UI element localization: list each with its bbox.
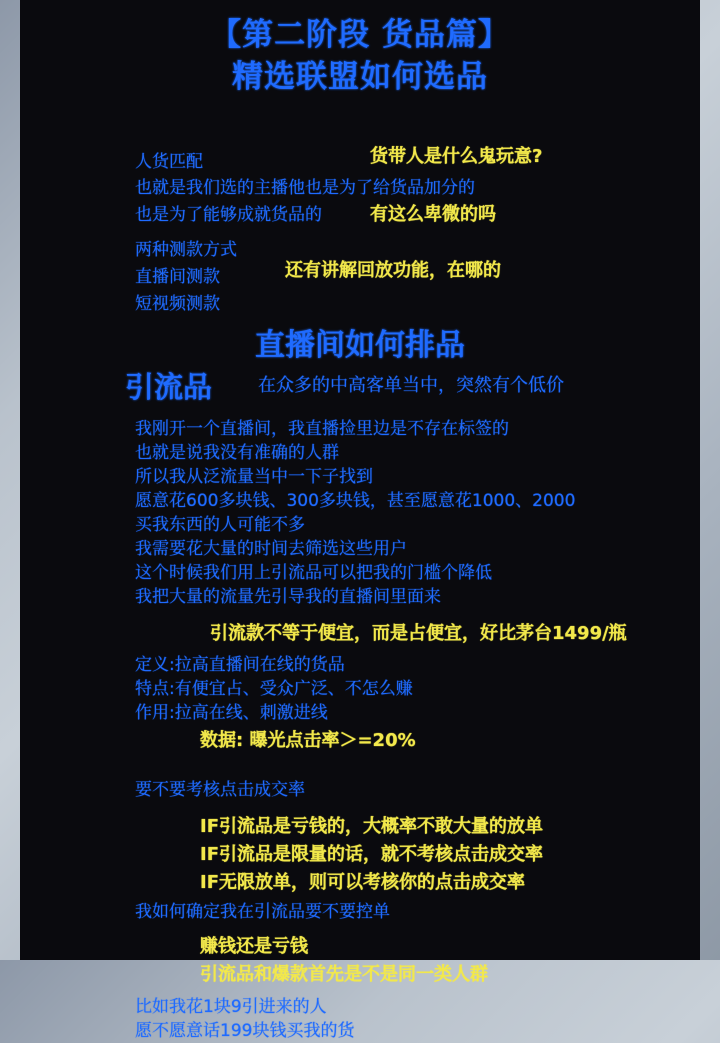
s2-if-line-3: IF无限放单，则可以考核你的点击成交率 (200, 872, 525, 893)
s2-effect-line: 作用:拉高在线、刺激进线 (135, 703, 328, 723)
s1-blue-line-4: 两种测款方式 (135, 240, 237, 260)
slide-board (20, 0, 700, 1041)
s2-question-line-1: 要不要考核点击成交率 (135, 780, 305, 800)
s2-feature-line: 特点:有便宜占、受众广泛、不怎么赚 (135, 679, 413, 699)
s2-blue-line-4: 愿意花600多块钱、300多块钱，甚至愿意花1000、2000 (135, 491, 576, 511)
s1-blue-line-2: 也就是我们选的主播他也是为了给货品加分的 (135, 178, 475, 198)
section2-heading: 直播间如何排品 (255, 328, 465, 363)
s1-blue-line-3: 也是为了能够成就货品的 (135, 205, 322, 225)
s2-if-line-1: IF引流品是亏钱的，大概率不敢大量的放单 (200, 816, 543, 837)
s1-yellow-note-2: 有这么卑微的吗 (370, 204, 496, 225)
traffic-product-note: 在众多的中高客单当中，突然有个低价 (258, 375, 564, 396)
s2-yellow-note-1: 引流款不等于便宜，而是占便宜，好比茅台1499/瓶 (210, 623, 627, 644)
s2-if-line-2: IF引流品是限量的话，就不考核点击成交率 (200, 844, 543, 865)
s2-blue-line-8: 我把大量的流量先引导我的直播间里面来 (135, 587, 441, 607)
s1-yellow-note-1: 货带人是什么鬼玩意? (370, 146, 543, 167)
s1-yellow-note-3: 还有讲解回放功能，在哪的 (285, 260, 501, 281)
s1-blue-line-6: 短视频测款 (135, 294, 220, 314)
s2-yellow-data: 数据: 曝光点击率＞=20% (200, 730, 416, 751)
traffic-product-label: 引流品 (125, 370, 213, 404)
s2-blue-line-1: 我刚开一个直播间，我直播捡里边是不存在标签的 (135, 419, 509, 439)
title-line-1: 【第二阶段 货品篇】 (210, 17, 510, 53)
s2-tail-blue-2: 愿不愿意话199块钱买我的货 (135, 1021, 355, 1041)
s2-blue-line-7: 这个时候我们用上引流品可以把我的门槛个降低 (135, 563, 492, 583)
s2-blue-line-3: 所以我从泛流量当中一下子找到 (135, 467, 373, 487)
s2-tail-yellow-2: 引流品和爆款首先是不是同一类人群 (200, 964, 488, 985)
s1-blue-line-1: 人货匹配 (135, 152, 203, 172)
s1-blue-line-5: 直播间测款 (135, 267, 220, 287)
s2-blue-line-6: 我需要花大量的时间去筛选这些用户 (135, 539, 407, 559)
title-line-2: 精选联盟如何选品 (232, 59, 488, 95)
s2-tail-blue-1: 比如我花1块9引进来的人 (135, 997, 327, 1017)
s2-question-line-2: 我如何确定我在引流品要不要控单 (135, 902, 390, 922)
s2-tail-yellow-1: 赚钱还是亏钱 (200, 936, 308, 957)
s2-definition-line: 定义:拉高直播间在线的货品 (135, 655, 345, 675)
s2-blue-line-5: 买我东西的人可能不多 (135, 515, 305, 535)
title-block (20, 0, 700, 98)
s2-blue-line-2: 也就是说我没有准确的人群 (135, 443, 339, 463)
